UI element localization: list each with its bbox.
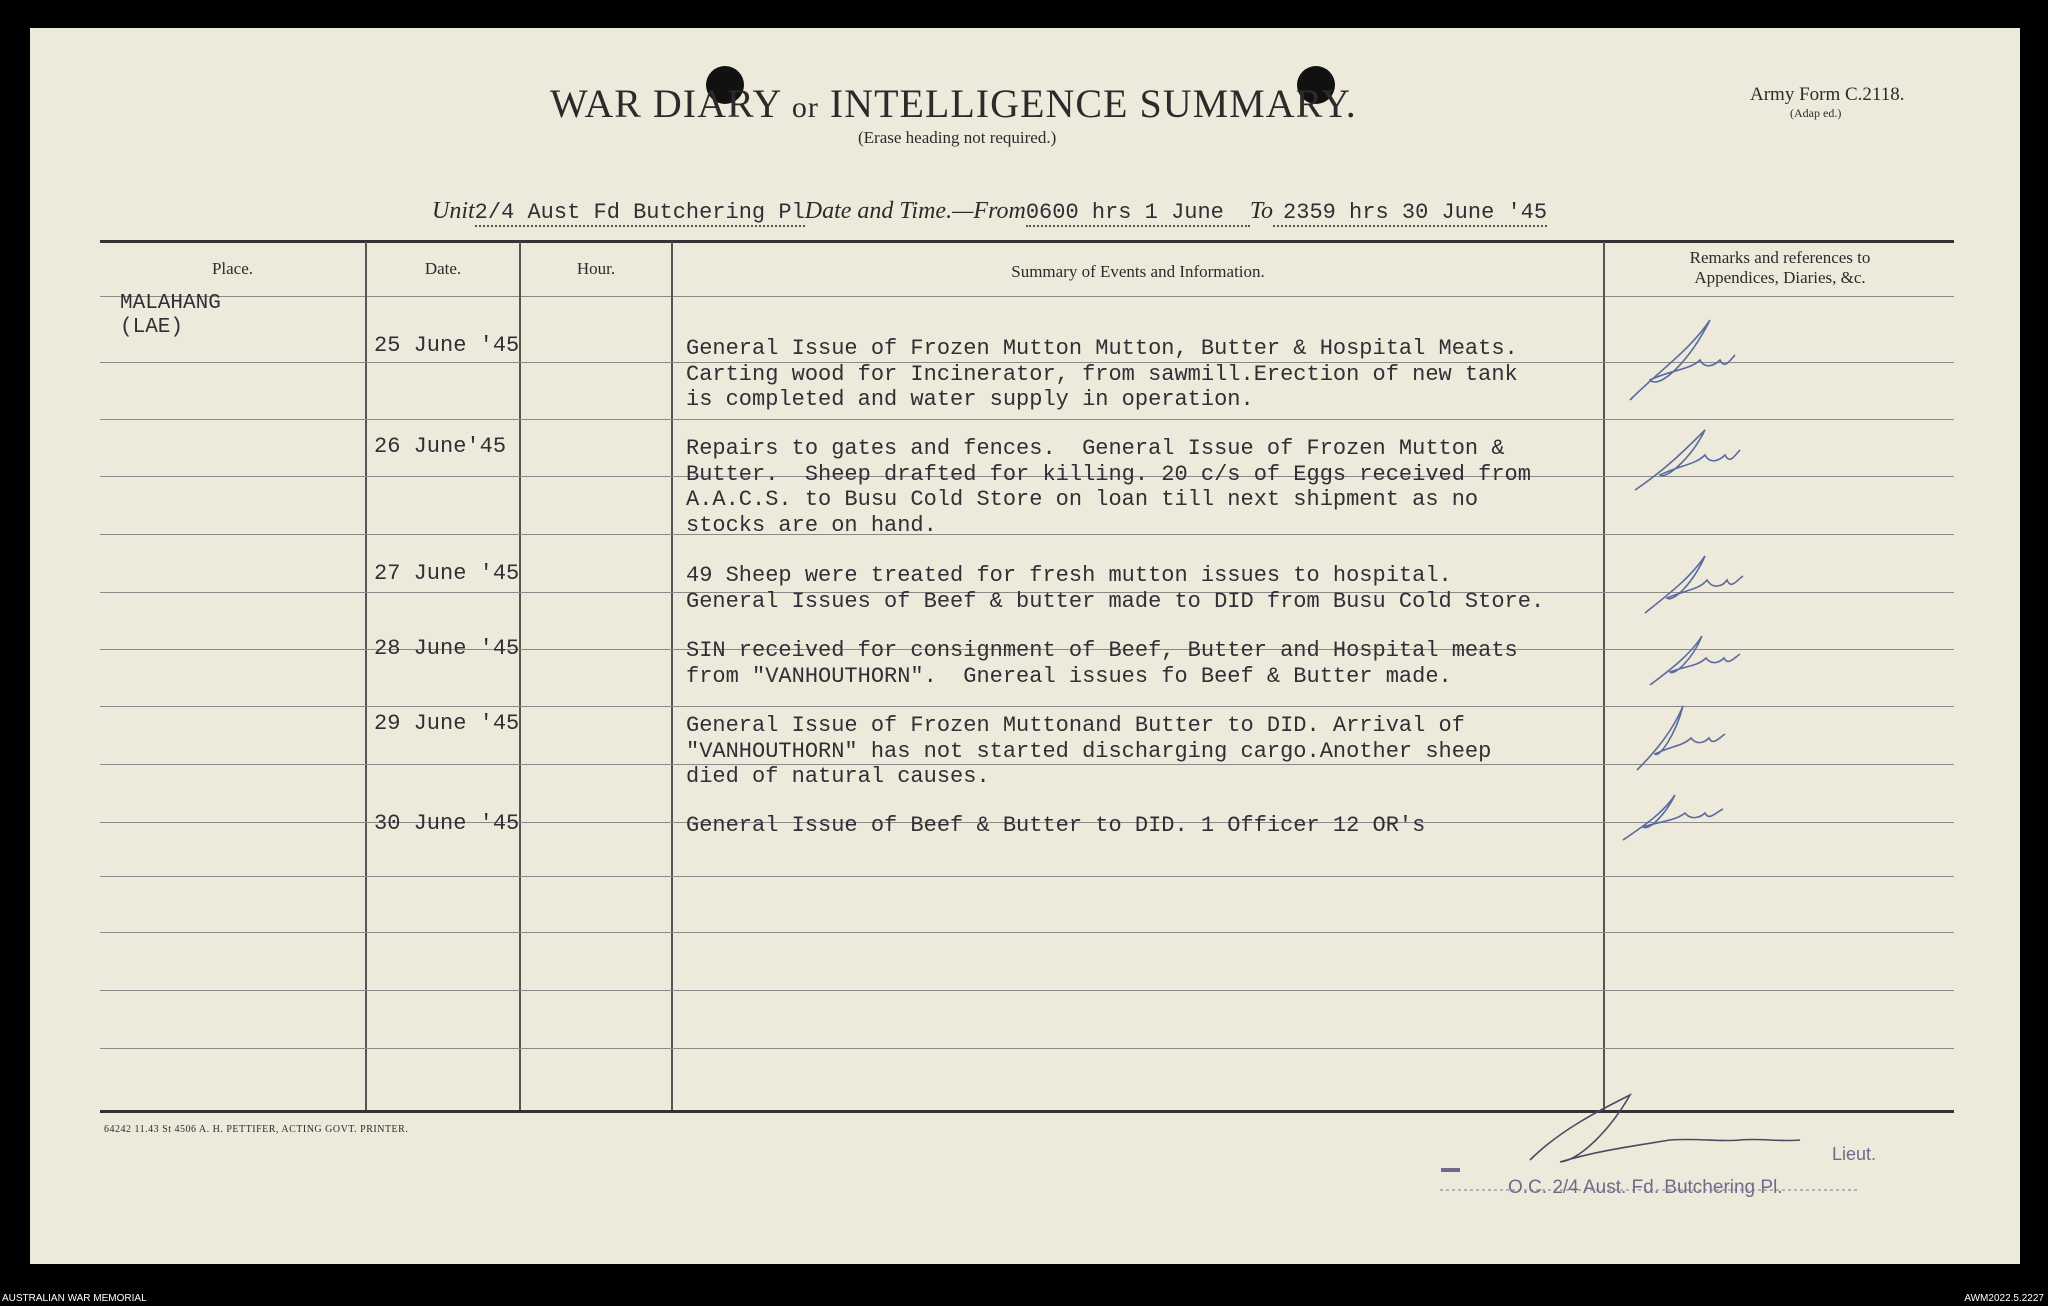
- date-time-label: Date and Time.—From: [804, 198, 1026, 224]
- adap-note: (Adap ed.): [1790, 106, 1842, 120]
- entry-summary: 49 Sheep were treated for fresh mutton issues to hospital. General Issues of Beef & butter made to DID from Busu Cold Store.: [686, 563, 1545, 614]
- entry-date: 28 June '45: [374, 636, 520, 661]
- remarks-header-line-1: Remarks and references to: [1689, 248, 1871, 267]
- col-divider-summary-remarks: [1603, 242, 1605, 1110]
- stamp-lieut: Lieut.: [1832, 1144, 1877, 1164]
- entry-summary: General Issue of Beef & Butter to DID. 1 Officer 12 OR's: [686, 813, 1426, 838]
- title-intelligence-summary: INTELLIGENCE SUMMARY.: [829, 81, 1357, 126]
- place-cell: [120, 292, 221, 340]
- col-divider-place-date: [365, 242, 367, 1110]
- unit-label: Unit: [432, 198, 475, 224]
- stamp-oc: O.C. 2/4 Aust. Fd. Butchering Pl.: [1508, 1177, 1783, 1198]
- to-value: 2359 hrs 30 June '45: [1273, 200, 1547, 227]
- entry-date: 30 June '45: [374, 811, 520, 836]
- col-header-remarks: [1605, 248, 1955, 288]
- initials-signature: [1615, 785, 1735, 845]
- unit-line: [432, 198, 1547, 225]
- rule-line: [100, 876, 1954, 877]
- entry-date: 25 June '45: [374, 333, 520, 358]
- rule-line: [100, 1048, 1954, 1049]
- table-top-border: [100, 240, 1954, 243]
- unit-value: 2/4 Aust Fd Butchering Pl: [474, 200, 805, 225]
- entry-summary: SIN received for consignment of Beef, Butter and Hospital meats from "VANHOUTHORN". Gnereal issues fo Beef & Butter made.: [686, 638, 1518, 689]
- place-name: MALAHANG: [120, 292, 221, 315]
- place-region: (LAE): [120, 316, 184, 339]
- archive-reference: AWM2022.5.2227: [1964, 1293, 2044, 1304]
- title-war-diary: WAR DIARY: [550, 81, 781, 126]
- entry-date: 29 June '45: [374, 711, 520, 736]
- header-divider: [100, 296, 1954, 297]
- col-header-date: Date.: [424, 259, 462, 278]
- entry-date: 26 June'45: [374, 434, 507, 459]
- printer-imprint: 64242 11.43 St 4506 A. H. PETTIFER, ACTING GOVT. PRINTER.: [104, 1124, 409, 1135]
- entry-date: 27 June '45: [374, 561, 520, 586]
- col-divider-hour-summary: [671, 242, 673, 1110]
- initials-signature: [1625, 420, 1755, 500]
- col-header-hour: Hour.: [576, 259, 616, 278]
- col-header-place: Place.: [211, 259, 254, 278]
- entry-summary: General Issue of Frozen Muttonand Butter to DID. Arrival of "VANHOUTHORN" has not started discharging cargo.Another sheep died of natural causes.: [686, 713, 1492, 789]
- erase-note: (Erase heading not required.): [858, 128, 1057, 147]
- rule-line: [100, 990, 1954, 991]
- remarks-header-line-2: Appendices, Diaries, &c.: [1694, 268, 1866, 287]
- initials-signature: [1635, 548, 1755, 623]
- entry-summary: Repairs to gates and fences. General Issue of Frozen Mutton & Butter. Sheep drafted for killing. 20 c/s of Eggs received from A.A.C.S. to Busu Cold Store on loan till next shipment as no stocks are on hand.: [686, 436, 1531, 538]
- initials-signature: [1620, 310, 1750, 420]
- entry-summary: General Issue of Frozen Mutton Mutton, Butter & Hospital Meats. Carting wood for Incinerator, from sawmill.Erection of new tank is completed and water supply in operation.: [686, 336, 1518, 412]
- to-label: To: [1249, 198, 1274, 224]
- initials-signature: [1640, 630, 1750, 690]
- from-value: 0600 hrs 1 June: [1026, 200, 1250, 227]
- col-header-summary: Summary of Events and Information.: [1011, 262, 1265, 281]
- archive-credit: AUSTRALIAN WAR MEMORIAL: [2, 1293, 147, 1304]
- rule-line: [100, 932, 1954, 933]
- col-divider-date-hour: [519, 242, 521, 1110]
- initials-signature: [1625, 700, 1735, 780]
- title-or: or: [791, 91, 819, 124]
- army-form-number: Army Form C.2118.: [1750, 84, 1905, 105]
- form-title: [550, 80, 1357, 127]
